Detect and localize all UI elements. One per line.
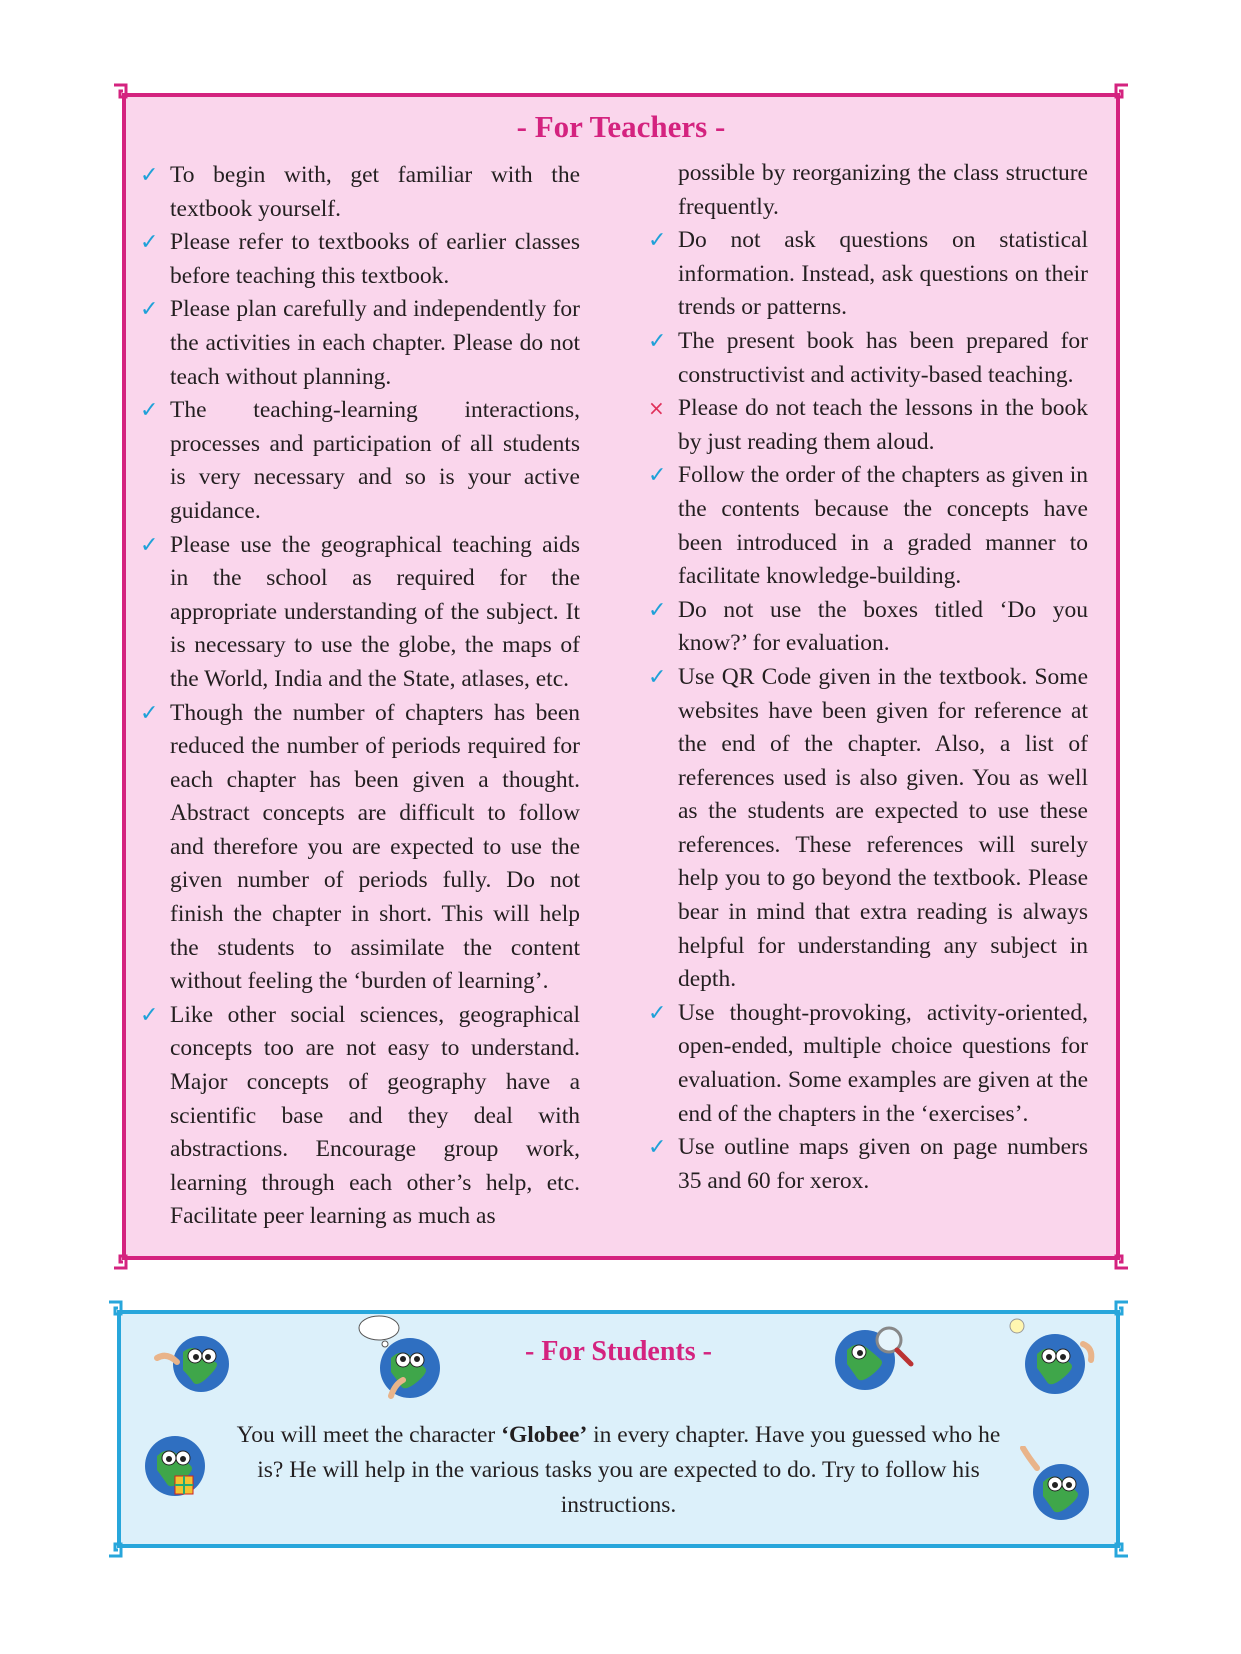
list-item-text: Use QR Code given in the textbook. Some websites have been given for reference at the end of the chapter. Also, a list of references used is also given. You as well as the students are expected to use these references. These references will surely help you to go beyond the textbook. Please bear in mind that extra reading is always helpful for understanding any subject in depth. bbox=[678, 663, 1088, 993]
list-item bbox=[140, 226, 580, 293]
teachers-left-column bbox=[140, 159, 580, 1234]
list-item bbox=[140, 529, 580, 697]
list-item-text: Like other social sciences, geographical concepts too are not easy to understand. Major concepts of geography have a scientific base and they deal with abstractions. Encourage group work, learning through each other’s help, etc. Facilitate peer learning as much as bbox=[170, 1001, 580, 1230]
list-item bbox=[648, 392, 1088, 459]
check-icon: ✓ bbox=[648, 328, 667, 354]
teachers-title: - For Teachers - bbox=[516, 109, 726, 144]
list-item-text: Please do not teach the lessons in the book by just reading them aloud. bbox=[678, 395, 1088, 455]
list-item-text: Please refer to textbooks of earlier classes before teaching this textbook. bbox=[170, 229, 580, 289]
corner-ornament-icon bbox=[107, 1536, 129, 1558]
check-icon: ✓ bbox=[648, 463, 667, 489]
check-icon: ✓ bbox=[140, 163, 159, 188]
teachers-box bbox=[122, 93, 1120, 1260]
list-item-text: Use outline maps given on page numbers 35 and 60 for xerox. bbox=[678, 1134, 1088, 1194]
students-paragraph bbox=[221, 1418, 1016, 1523]
list-item bbox=[140, 159, 580, 226]
corner-ornament-icon bbox=[112, 1248, 134, 1270]
list-item bbox=[140, 394, 580, 528]
corner-ornament-icon bbox=[1108, 1536, 1130, 1558]
check-icon: ✓ bbox=[140, 532, 159, 558]
list-item-text: Do not use the boxes titled ‘Do you know?’ for evaluation. bbox=[678, 596, 1088, 657]
list-item bbox=[648, 459, 1088, 593]
check-icon: ✓ bbox=[648, 228, 667, 254]
check-icon: ✓ bbox=[140, 1002, 159, 1028]
check-icon: ✓ bbox=[648, 664, 667, 690]
students-text-part: in every chapter. Have you guessed who he is? He will help in the various tasks you are expected to do. Try to follow his instructions. bbox=[257, 1422, 1001, 1518]
list-item-text: Though the number of chapters has been reduced the number of periods required for each chapter has been given a thought. Abstract concepts are difficult to follow and therefore you are expected to use the given number of periods fully. Do not finish the chapter in short. This will help the students to assimilate the content without feeling the ‘burden of learning’. bbox=[170, 699, 580, 995]
cross-icon: × bbox=[648, 396, 665, 421]
corner-ornament-icon bbox=[1108, 83, 1130, 105]
list-item-text: Please use the geographical teaching aids in the school as required for the appropriate understanding of the subject. It is necessary to use the globe, the maps of the World, India and the State, atlases, etc. bbox=[170, 531, 580, 692]
list-item bbox=[648, 224, 1088, 325]
students-text-part: You will meet the character bbox=[236, 1422, 502, 1448]
list-item bbox=[648, 325, 1088, 392]
list-item-text: The present book has been prepared for constructivist and activity-based teaching. bbox=[678, 327, 1088, 388]
list-item-text: The teaching-learning interactions, processes and participation of all students is very necessary and so is your active guidance. bbox=[170, 397, 580, 524]
list-item bbox=[648, 594, 1088, 661]
check-icon: ✓ bbox=[140, 700, 159, 726]
check-icon: ✓ bbox=[140, 230, 159, 256]
list-item bbox=[140, 697, 580, 999]
check-icon: ✓ bbox=[648, 1000, 667, 1026]
students-title: - For Students - bbox=[525, 1336, 712, 1367]
check-icon: ✓ bbox=[648, 1135, 667, 1161]
globee-pointing-icon bbox=[1017, 1446, 1097, 1526]
check-icon: ✓ bbox=[648, 597, 667, 623]
list-item bbox=[648, 661, 1088, 997]
corner-ornament-icon bbox=[1108, 1300, 1130, 1322]
check-icon: ✓ bbox=[140, 398, 159, 424]
list-item-text: Use thought-provoking, activity-oriented, open-ended, multiple choice questions for evaluation. Some examples are given at the end of the chapters in the ‘exercises’. bbox=[678, 999, 1088, 1127]
check-icon: ✓ bbox=[140, 297, 159, 323]
list-item-text: Follow the order of the chapters as given in the contents because the concepts have been introduced in a graded manner to facilitate knowledge-building. bbox=[678, 462, 1088, 590]
character-name: ‘Globee’ bbox=[501, 1422, 588, 1448]
list-item bbox=[648, 1131, 1088, 1198]
list-item-continuation: possible by reorganizing the class structure frequently. bbox=[678, 160, 1088, 220]
teachers-right-column bbox=[648, 157, 1088, 1198]
list-item bbox=[648, 997, 1088, 1131]
list-item-text: Do not ask questions on statistical information. Instead, ask questions on their trends or patterns. bbox=[678, 227, 1088, 321]
list-item bbox=[140, 293, 580, 394]
corner-ornament-icon bbox=[107, 1300, 129, 1322]
globee-cube-icon bbox=[135, 1426, 225, 1514]
list-item-text: Please plan carefully and independently for the activities in each chapter. Please do not teach without planning. bbox=[170, 296, 580, 390]
list-item-text: To begin with, get familiar with the textbook yourself. bbox=[170, 162, 580, 222]
students-box bbox=[117, 1310, 1120, 1548]
corner-ornament-icon bbox=[112, 83, 134, 105]
list-item bbox=[140, 999, 580, 1234]
corner-ornament-icon bbox=[1108, 1248, 1130, 1270]
